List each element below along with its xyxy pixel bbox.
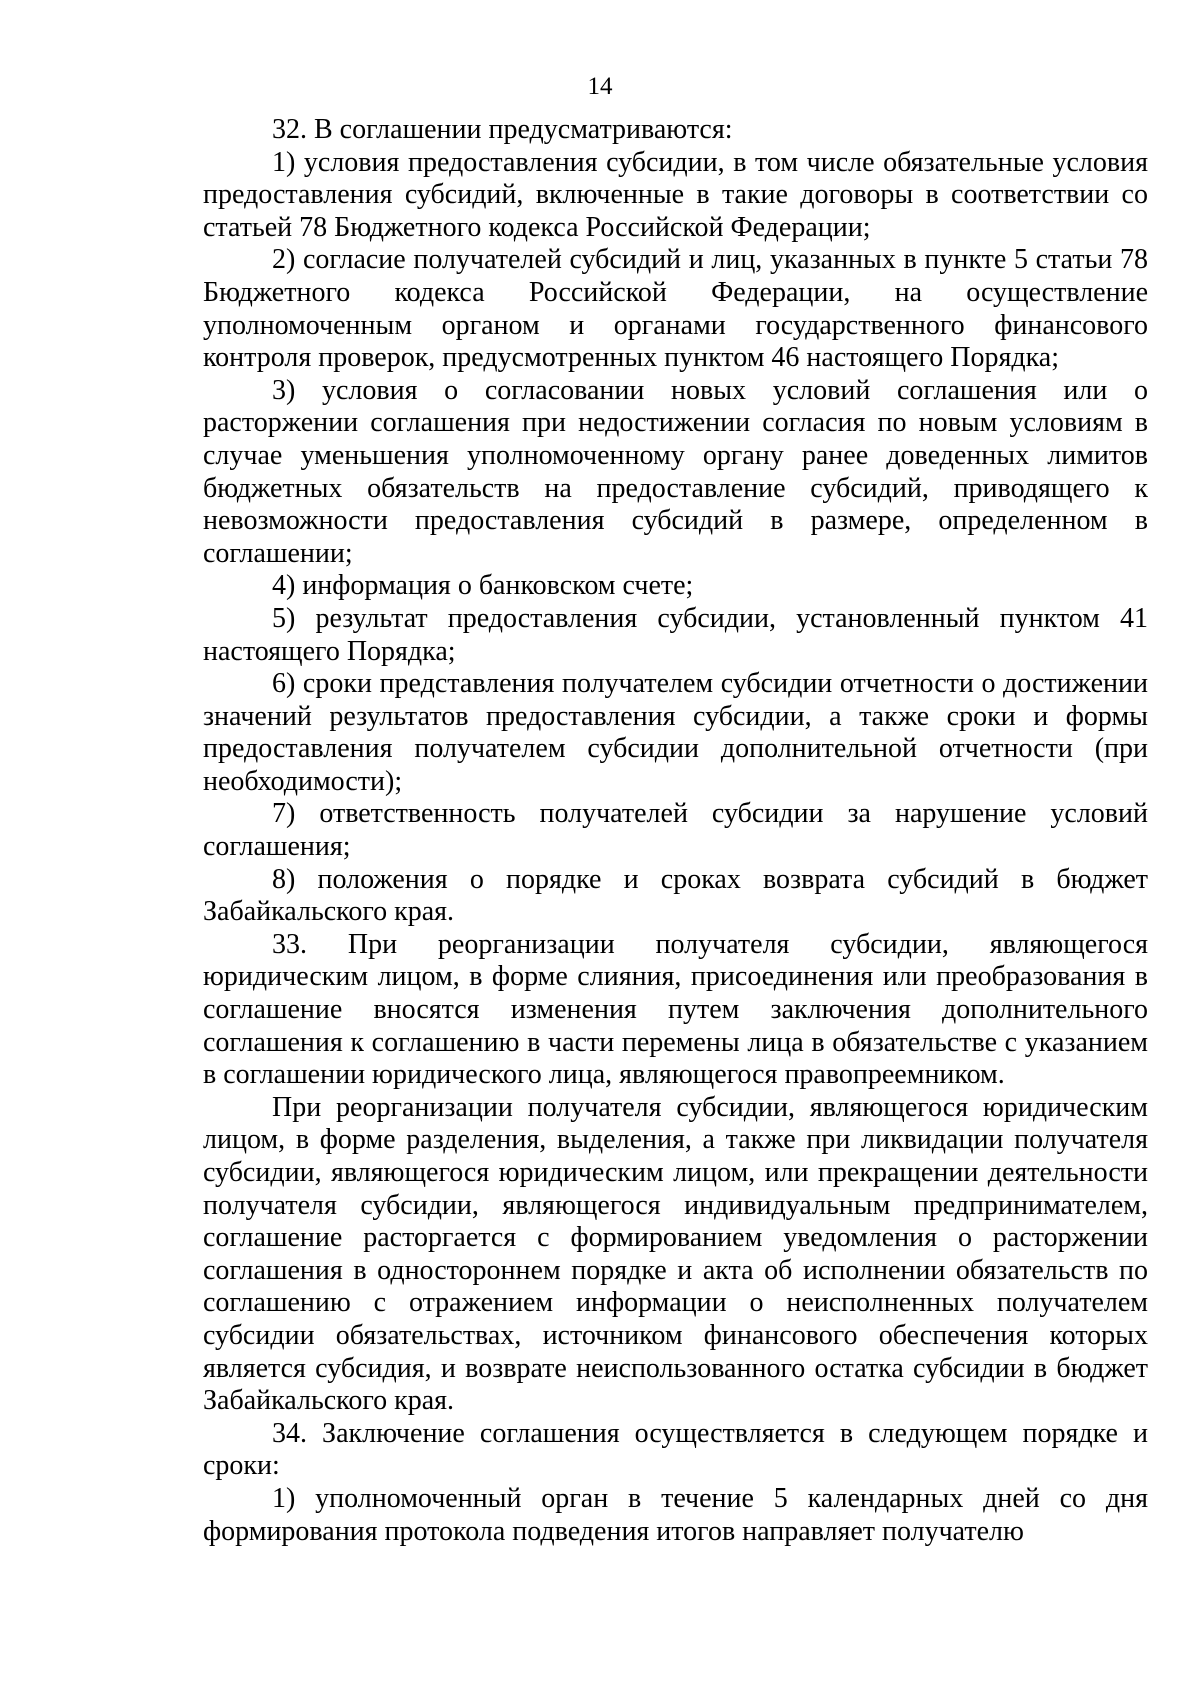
- paragraph-32-item-6: 6) сроки представления получателем субсидии отчетности о достижении значений результатов предоставления субсидии, а также сроки и формы предоставления получателем субсидии дополнительной отчетности (при необходимости);: [203, 668, 1148, 797]
- paragraph-33: 33. При реорганизации получателя субсидии, являющегося юридическим лицом, в форме слияния, присоединения или преобразования в соглашение вносятся изменения путем заключения дополнительного соглашения к соглашению в части перемены лица в обязательстве с указанием в соглашении юридического лица, являющегося правопреемником.: [203, 928, 1148, 1091]
- paragraph-34-heading: 34. Заключение соглашения осуществляется в следующем порядке и сроки:: [203, 1417, 1148, 1482]
- paragraph-32-item-4: 4) информация о банковском счете;: [272, 570, 694, 602]
- document-body: [203, 114, 1148, 1548]
- paragraph-32-item-3: 3) условия о согласовании новых условий соглашения или о расторжении соглашения при недостижении согласия по новым условиям в случае уменьшения уполномоченному органу ранее доведенных лимитов бюджетных обязательств на предоставление субсидий, приводящего к невозможности предоставления субсидий в размере, определенном в соглашении;: [203, 374, 1148, 569]
- paragraph-32-item-7: 7) ответственность получателей субсидии за нарушение условий соглашения;: [203, 798, 1148, 863]
- paragraph-32-item-1: 1) условия предоставления субсидии, в том числе обязательные условия предоставления субсидий, включенные в такие договоры в соответствии со статьей 78 Бюджетного кодекса Российской Федерации;: [203, 146, 1148, 243]
- paragraph-33-continued: При реорганизации получателя субсидии, являющегося юридическим лицом, в форме разделения, выделения, а также при ликвидации получателя субсидии, являющегося юридическим лицом, или прекращении деятельности получателя субсидии, являющегося индивидуальным предпринимателем, соглашение расторгается с формированием уведомления о расторжении соглашения в одностороннем порядке и акта об исполнении обязательств по соглашению с отражением информации о неисполненных получателем субсидии обязательствах, источником финансового обеспечения которых является субсидия, и возврате неиспользованного остатка субсидии в бюджет Забайкальского края.: [203, 1091, 1148, 1417]
- paragraph-32-item-8: 8) положения о порядке и сроках возврата субсидий в бюджет Забайкальского края.: [203, 863, 1148, 928]
- paragraph-34-item-1: 1) уполномоченный орган в течение 5 календарных дней со дня формирования протокола подведения итогов направляет получателю: [203, 1482, 1148, 1547]
- paragraph-32-heading: 32. В соглашении предусматриваются:: [272, 114, 733, 145]
- paragraph-32-item-5: 5) результат предоставления субсидии, установленный пунктом 41 настоящего Порядка;: [203, 602, 1148, 667]
- paragraph-32-item-2: 2) согласие получателей субсидий и лиц, указанных в пункте 5 статьи 78 Бюджетного кодекса Российской Федерации, на осуществление уполномоченным органом и органами государственного финансового контроля проверок, предусмотренных пунктом 46 настоящего Порядка;: [203, 244, 1148, 374]
- page-number: 14: [587, 73, 613, 100]
